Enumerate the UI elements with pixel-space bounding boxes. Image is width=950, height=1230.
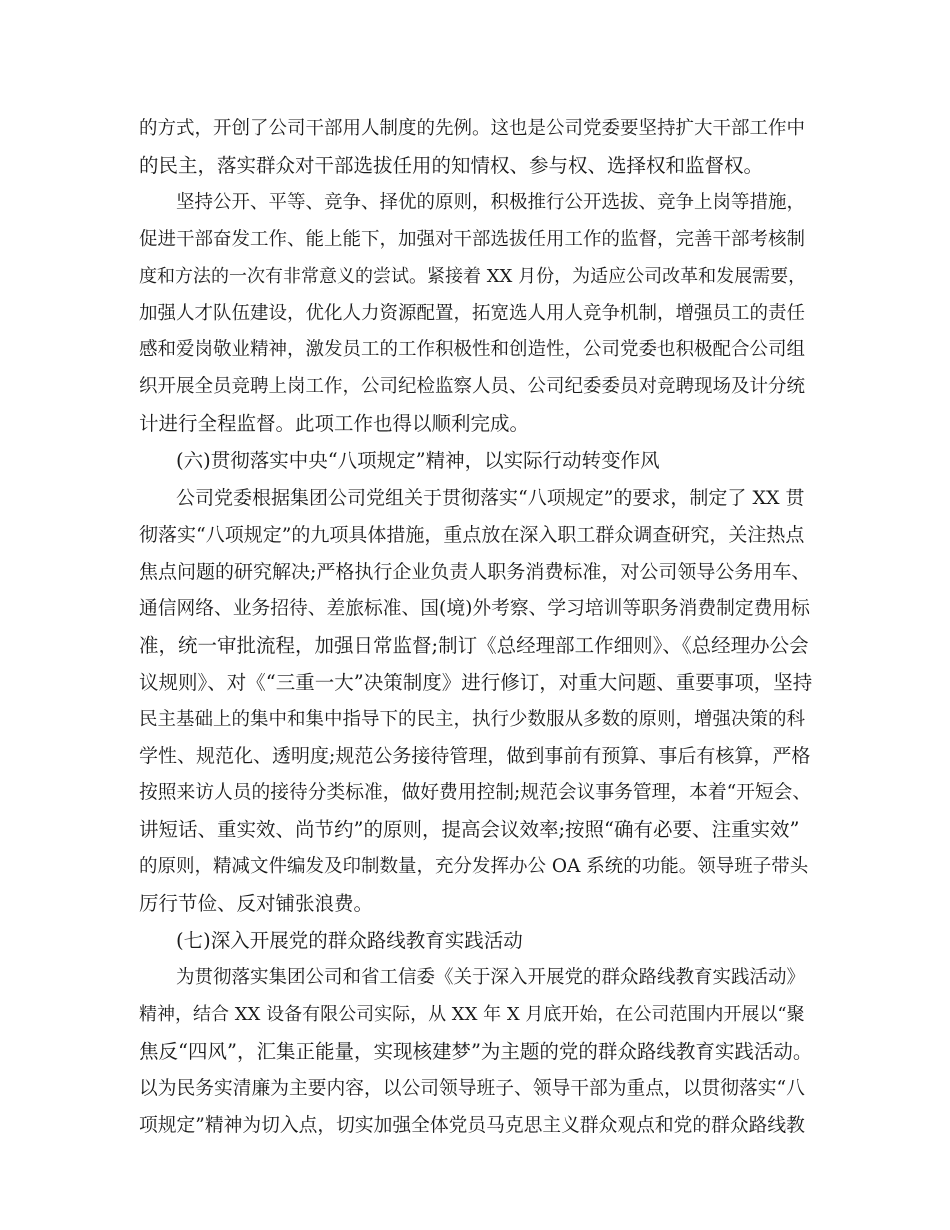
text-line: 焦点问题的研究解决;严格执行企业负责人职务消费标准，对公司领导公务用车、 [139, 561, 811, 583]
text-line: 焦反“四风”，汇集正能量，实现核建梦”为主题的党的群众路线教育实践活动。 [139, 1040, 813, 1063]
text-line: 的原则，精减文件编发及印制数量，充分发挥办公 OA 系统的功能。领导班子带头 [139, 856, 809, 877]
text-line: 计进行全程监督。此项工作也得以顺利完成。 [139, 412, 530, 435]
text-line: 度和方法的一次有非常意义的尝试。紧接着 XX 月份，为适应公司改革和发展需要， [139, 266, 807, 287]
text-line: 的方式，开创了公司干部用人制度的先例。这也是公司党委要坚持扩大干部工作中 [139, 118, 806, 139]
text-line: 精神，结合 XX 设备有限公司实际，从 XX 年 X 月底开始，在公司范围内开展以“聚 [139, 1004, 805, 1025]
paragraph-start: 为贯彻落实集团公司和省工信委《关于深入开展党的群众路线教育实践活动》 [176, 967, 806, 988]
paragraph-start: 公司党委根据集团公司党组关于贯彻落实“八项规定”的要求，制定了 XX 贯 [176, 487, 805, 509]
text-line: 加强人才队伍建设，优化人力资源配置，拓宽选人用人竞争机制，增强员工的责任 [139, 303, 806, 324]
text-line: 感和爱岗敬业精神，激发员工的工作积极性和创造性，公司党委也积极配合公司组 [139, 339, 806, 360]
section-heading: (六)贯彻落实中央“八项规定”精神，以实际行动转变作风 [176, 449, 660, 472]
text-line: 议规则》、对《“三重一大”决策制度》进行修订，对重大问题、重要事项，坚持 [139, 671, 813, 694]
text-line: 学性、规范化、透明度;规范公务接待管理，做到事前有预算、事后有核算，严格 [139, 745, 811, 767]
text-line: 讲短话、重实效、尚节约”的原则，提高会议效率;按照“确有必要、注重实效” [139, 818, 800, 841]
text-line: 准，统一审批流程，加强日常监督;制订《总经理部工作细则》、《总经理办公会 [139, 634, 809, 657]
text-line: 项规定”精神为切入点，切实加强全体党员马克思主义群众观点和党的群众路线教 [139, 1115, 805, 1136]
text-line: 以为民务实清廉为主要内容，以公司领导班子、领导干部为重点，以贯彻落实“八 [139, 1078, 805, 1099]
paragraph-start: 坚持公开、平等、竞争、择优的原则，积极推行公开选拔、竞争上岗等措施， [176, 192, 806, 213]
text-line: 的民主，落实群众对干部选拔任用的知情权、参与权、选择权和监督权。 [139, 154, 764, 177]
text-line: 民主基础上的集中和集中指导下的民主，执行少数服从多数的原则，增强决策的科 [139, 709, 806, 730]
text-line: 厉行节俭、反对铺张浪费。 [139, 892, 374, 915]
text-line: 织开展全员竞聘上岗工作，公司纪检监察人员、公司纪委委员对竞聘现场及计分统 [139, 376, 806, 397]
section-heading: (七)深入开展党的群众路线教育实践活动 [176, 929, 523, 952]
text-line: 通信网络、业务招待、差旅标准、国(境)外考察、学习培训等职务消费制定费用标 [139, 598, 810, 619]
text-line: 促进干部奋发工作、能上能下，加强对干部选拔任用工作的监督，完善干部考核制 [139, 229, 806, 250]
text-line: 彻落实“八项规定”的九项具体措施，重点放在深入职工群众调查研究，关注热点 [139, 524, 805, 546]
text-line: 按照来访人员的接待分类标准，做好费用控制;规范会议事务管理，本着“开短会、 [139, 782, 812, 803]
